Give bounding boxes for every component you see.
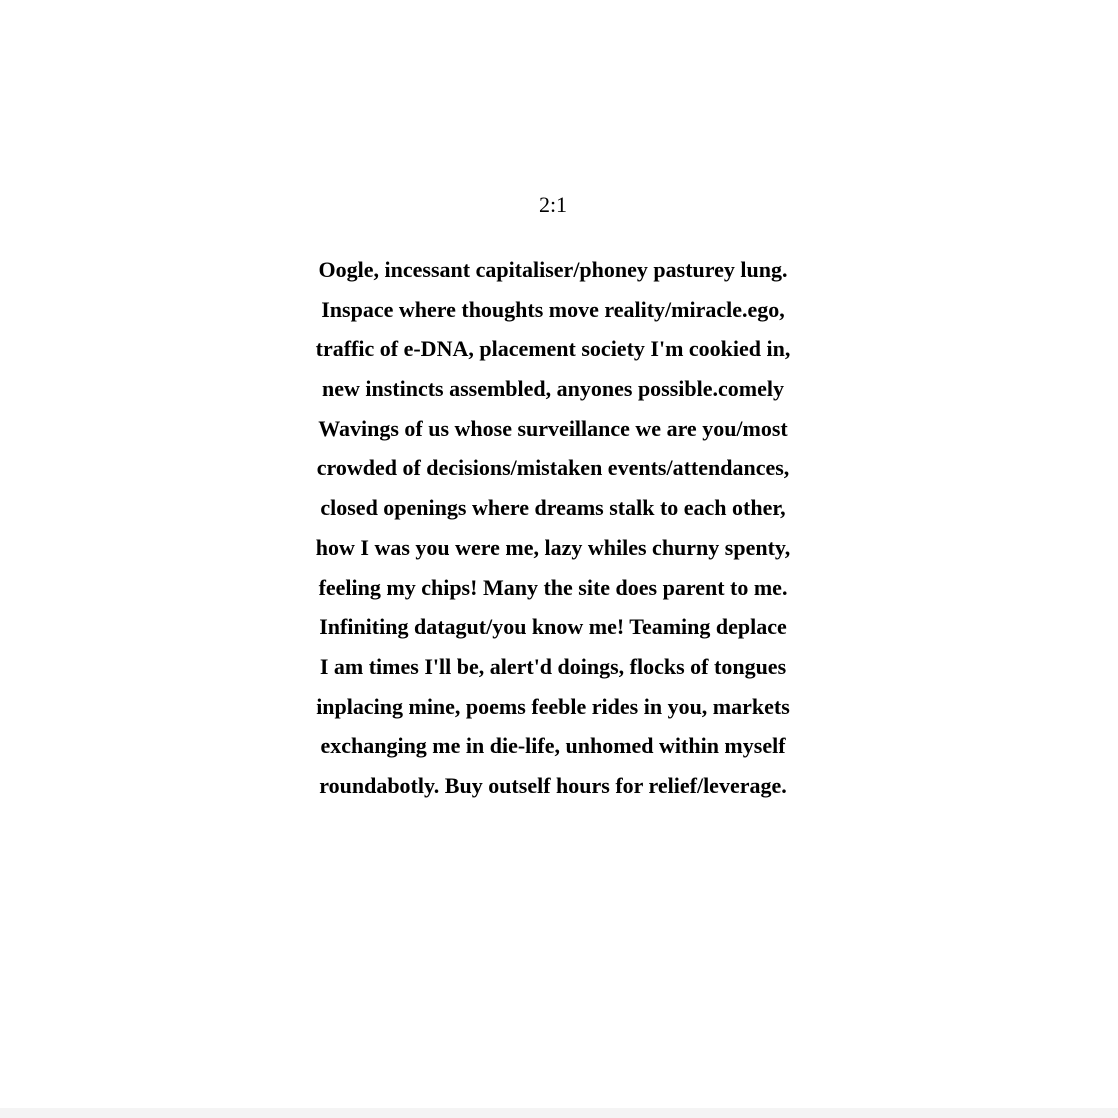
poem-line: crowded of decisions/mistaken events/attendances, xyxy=(316,455,790,481)
poem-line: how I was you were me, lazy whiles churny spenty, xyxy=(315,534,791,560)
poem-line: Infiniting datagut/you know me! Teaming deplace xyxy=(319,614,787,640)
poem-heading: 2:1 xyxy=(538,192,568,217)
poem-line: Wavings of us whose surveillance we are you/most xyxy=(318,415,788,441)
poem-line: feeling my chips! Many the site does parent to me. xyxy=(318,574,788,600)
poem-line: Inspace where thoughts move reality/miracle.ego, xyxy=(321,296,785,322)
poem-body xyxy=(0,250,1106,806)
poem-line: I am times I'll be, alert'd doings, flocks of tongues xyxy=(319,653,787,679)
poem-line: closed openings where dreams stalk to each other, xyxy=(320,495,786,521)
poem-line: traffic of e-DNA, placement society I'm cookied in, xyxy=(315,336,791,362)
poem-line: inplacing mine, poems feeble rides in you, markets xyxy=(316,693,790,719)
poem-line: Oogle, incessant capitaliser/phoney pasturey lung. xyxy=(318,257,788,282)
poem-line: new instincts assembled, anyones possible.comely xyxy=(321,376,785,402)
poem-line: exchanging me in die-life, unhomed within myself xyxy=(320,733,786,759)
page-bottom-edge xyxy=(0,1108,1118,1118)
poem-line: roundabotly. Buy outself hours for relief/leverage. xyxy=(319,772,787,798)
